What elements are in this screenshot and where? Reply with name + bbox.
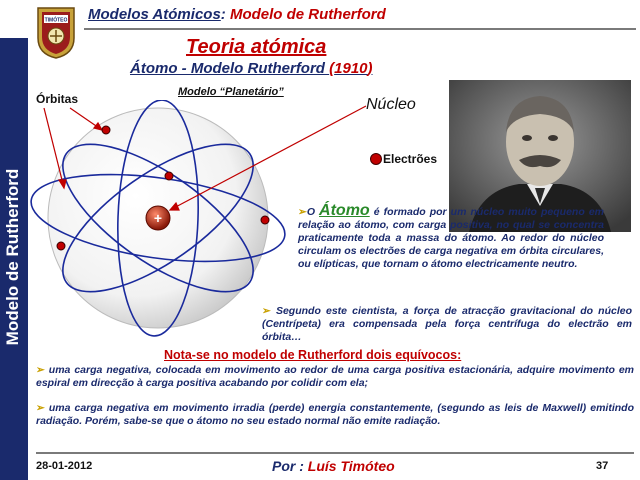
footer-divider (36, 452, 634, 454)
slide-title: Teoria atómica (186, 36, 327, 58)
nucleo-label: Núcleo (366, 96, 416, 113)
header-title-separator: : (220, 6, 226, 23)
slide-subtitle (130, 60, 373, 77)
note1-text: uma carga negativa, colocada em movimento ao redor de uma carga positiva estacionária, adquire movimento em espiral em direcção à carga positiva acabando por colidir com ela; (36, 364, 634, 389)
arrow-bullet-icon: ➢ (36, 402, 45, 414)
year-close-paren: ) (367, 60, 373, 77)
paragraph-atom-description (298, 204, 604, 271)
side-bar-text: Modelo de Rutherford (3, 168, 22, 346)
electron-2 (165, 172, 173, 180)
top-divider (84, 28, 636, 30)
page-number: 37 (596, 460, 609, 472)
para1-keyword: Átomo (319, 202, 370, 219)
footer-author (272, 458, 395, 474)
electron-3 (261, 216, 269, 224)
electron-1 (102, 126, 110, 134)
footer-author-separator: : (295, 458, 308, 474)
header-title-main: Modelos Atómicos (88, 6, 221, 23)
slide-year: 1910 (334, 60, 368, 77)
electroes-label: Electrões (383, 152, 438, 166)
nucleus-plus: + (153, 210, 163, 226)
note-item-1 (36, 364, 634, 390)
note-item-2 (36, 402, 634, 428)
header-title-rest: Modelo de Rutherford (229, 6, 386, 23)
arrow-bullet-icon: ➢ (298, 206, 307, 218)
note-title: Nota-se no modelo de Rutherford dois equívocos: (164, 348, 462, 362)
electron-icon (370, 153, 382, 165)
svg-text:TIMÓTEO: TIMÓTEO (44, 17, 68, 24)
orbitas-label: Órbitas (36, 92, 79, 106)
orbitas-arrow-2 (44, 108, 64, 188)
para1-text: é formado por um núcleo muito pequeno em relação ao átomo, com carga positiva, no qual se concentra praticamente toda a massa do átomo. Ao redor do núcleo circulam os electrões de carga negativa em órbita circulares, ou elípticas, que tornam o átomo electricamente neutro. (298, 206, 604, 270)
para1-lead: O (306, 206, 320, 218)
school-crest-logo (34, 4, 78, 60)
year-open-paren: ( (329, 60, 335, 77)
arrow-bullet-icon: ➢ (36, 364, 45, 376)
note2-text: uma carga negativa em movimento irradia (perde) energia constantemente, (segundo as leis de Maxwell) emitindo radiação. Porém, sabe-se que o átomo no seu estado normal não emite radiação. (36, 402, 634, 427)
arrow-bullet-icon: ➢ (262, 305, 271, 317)
footer-date: 28-01-2012 (36, 460, 93, 472)
model-label: Modelo “Planetário” (178, 86, 284, 98)
paragraph-gravitational (262, 305, 632, 344)
footer-author-name: Luís Timóteo (307, 458, 395, 474)
header-title (88, 6, 386, 23)
electron-4 (57, 242, 65, 250)
slide-subtitle-text: Átomo - Modelo Rutherford (130, 60, 325, 77)
para2-text: Segundo este cientista, a força de atracção gravitacional do núcleo (Centrípeta) era compensada pela força centrífuga do electrão em órbita… (262, 305, 632, 343)
footer-author-prefix: Por (272, 458, 296, 474)
